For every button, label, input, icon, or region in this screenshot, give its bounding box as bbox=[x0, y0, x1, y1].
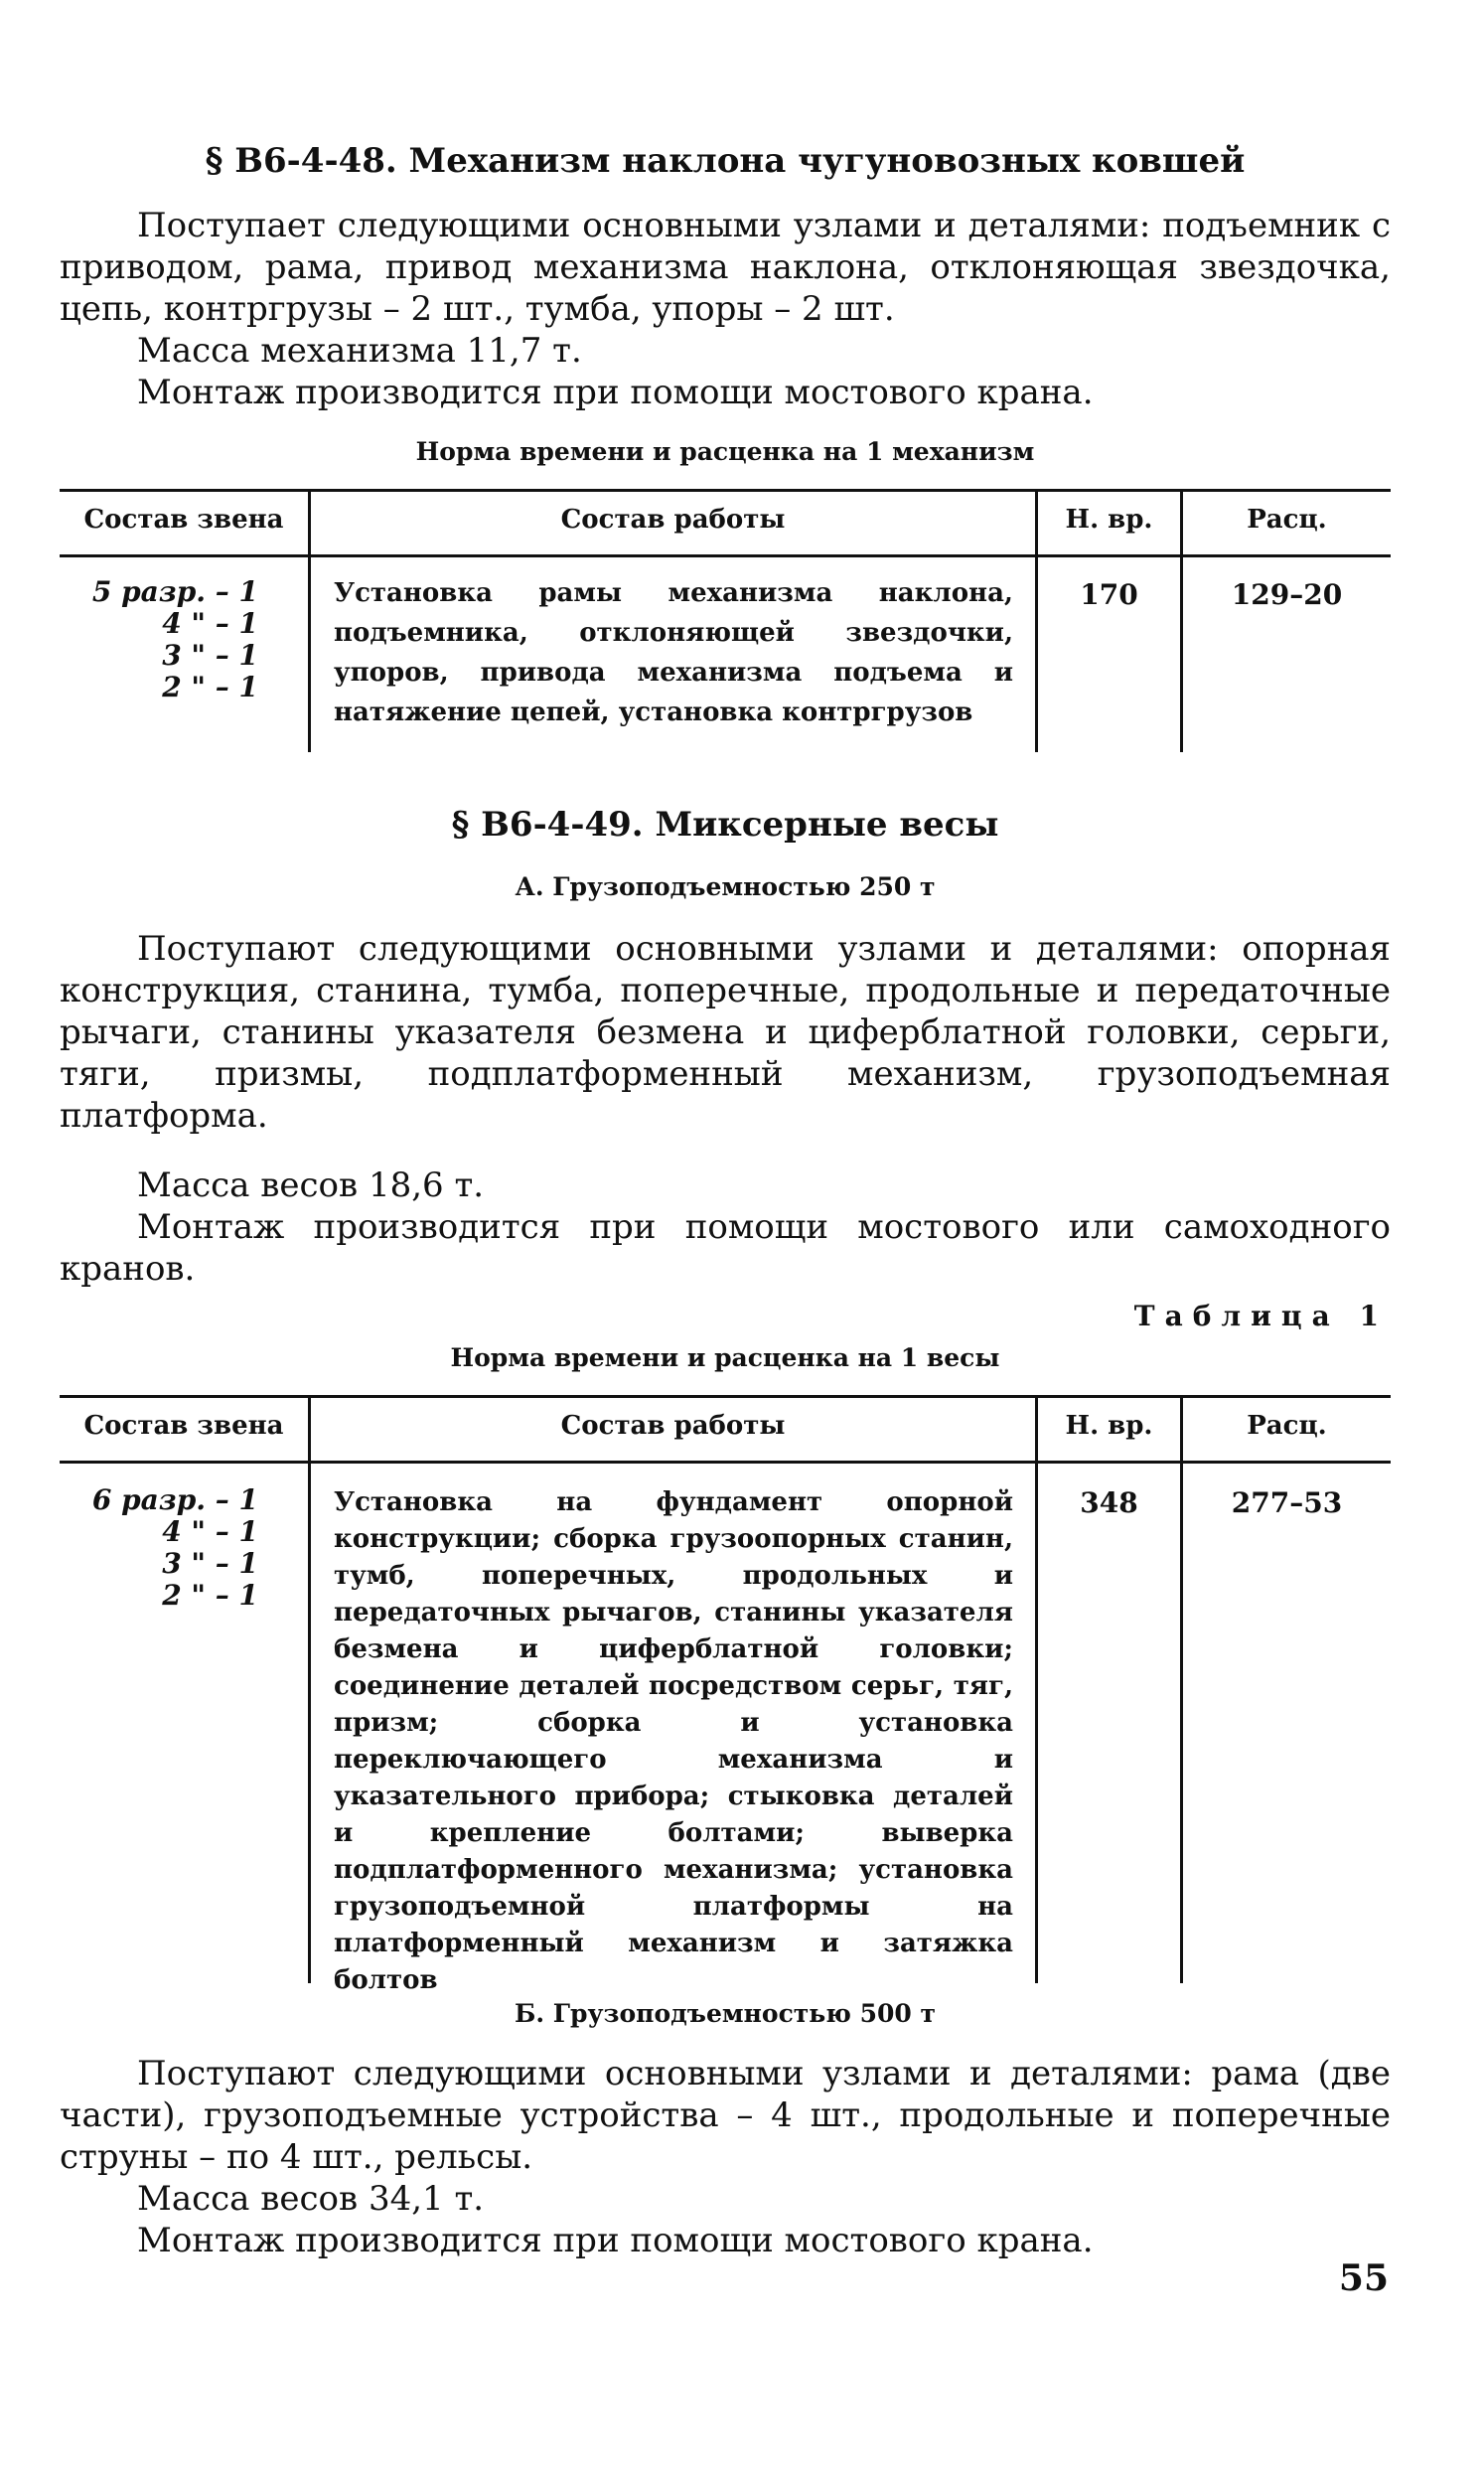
subsection-a-mass: Масса весов 18,6 т. bbox=[137, 1165, 485, 1205]
header-norm: Н. вр. bbox=[1065, 1411, 1153, 1441]
crew-item: 3 " – 1 bbox=[162, 1547, 258, 1580]
table-rule-header bbox=[60, 554, 1391, 557]
section-title-48: § В6-4-48. Механизм наклона чугуновозных ковшей bbox=[205, 141, 1246, 181]
subsection-a-intro: Поступают следующими основными узлами и деталями: опорная конструкция, станина, тумба, поперечные, продольные и передаточные рычаги, станины указателя безмена и циферблатной головки, серьги, тяги, призмы, подплатформенный механизм, грузоподъемная платформа. bbox=[60, 929, 1391, 1136]
norm-value: 348 bbox=[1080, 1486, 1138, 1519]
subsection-a-mount: Монтаж производится при помощи мостового или самоходного кранов. bbox=[60, 1207, 1391, 1289]
subsection-b-intro: Поступают следующими основными узлами и деталями: рама (две части), грузоподъемные устройства – 4 шт., продольные и поперечные струны – по 4 шт., рельсы. bbox=[60, 2054, 1391, 2177]
crew-item: 2 " – 1 bbox=[162, 1579, 258, 1612]
section-48-intro: Поступает следующими основными узлами и деталями: подъемник с приводом, рама, привод механизма наклона, отклоняющая звездочка, цепь, контргрузы – 2 шт., тумба, упоры – 2 шт. bbox=[60, 206, 1391, 329]
table-label: Таблица 1 bbox=[1133, 1300, 1389, 1332]
page-number: 55 bbox=[1338, 2257, 1389, 2299]
crew-list bbox=[79, 576, 258, 703]
subsection-a-title: А. Грузоподъемностью 250 т bbox=[515, 872, 936, 901]
table-48 bbox=[60, 489, 1391, 752]
table-column-divider bbox=[1180, 1395, 1183, 1983]
crew-item: 6 разр. – 1 bbox=[91, 1483, 258, 1516]
table-rule-header bbox=[60, 1461, 1391, 1464]
price-value: 129–20 bbox=[1231, 578, 1343, 611]
crew-list bbox=[79, 1484, 258, 1612]
section-title-49: § В6-4-49. Миксерные весы bbox=[451, 805, 999, 845]
header-price: Расц. bbox=[1247, 1411, 1327, 1441]
table-column-divider bbox=[1035, 1395, 1038, 1983]
header-work: Состав работы bbox=[560, 505, 786, 535]
table-column-divider bbox=[308, 1395, 311, 1983]
table-rule-top bbox=[60, 489, 1391, 492]
crew-item: 5 разр. – 1 bbox=[91, 575, 258, 608]
crew-item: 4 " – 1 bbox=[162, 607, 258, 640]
work-description: Установка на фундамент опорной конструкции; сборка грузоопорных станин, тумб, поперечных, продольных и передаточных рычагов, станины указателя безмена и циферблатной головки; соединение деталей посредством серьг, тяг, призм; сборка и установка переключающего механизма и указательного прибора; стыковка деталей и крепление болтами; выверка подплатформенного механизма; установка грузоподъемной платформы на платформенный механизм и затяжка болтов bbox=[334, 1487, 1013, 1995]
norm-value: 170 bbox=[1080, 578, 1138, 611]
header-price: Расц. bbox=[1247, 505, 1327, 535]
subsection-b-mount: Монтаж производится при помощи мостового крана. bbox=[137, 2221, 1094, 2260]
table-rule-top bbox=[60, 1395, 1391, 1398]
price-value: 277–53 bbox=[1231, 1486, 1343, 1519]
crew-item: 4 " – 1 bbox=[162, 1515, 258, 1548]
header-norm: Н. вр. bbox=[1065, 505, 1153, 535]
crew-item: 2 " – 1 bbox=[162, 671, 258, 703]
work-description: Установка рамы механизма наклона, подъемника, отклоняющей звездочки, упоров, привода механизма подъема и натяжение цепей, установка контргрузов bbox=[334, 578, 1013, 727]
section-48-mount: Монтаж производится при помощи мостового крана. bbox=[137, 373, 1094, 412]
header-work: Состав работы bbox=[560, 1411, 786, 1441]
table-48-caption: Норма времени и расценка на 1 механизм bbox=[415, 437, 1035, 466]
subsection-b-title: Б. Грузоподъемностью 500 т bbox=[515, 1999, 936, 2028]
crew-item: 3 " – 1 bbox=[162, 639, 258, 672]
subsection-b-mass: Масса весов 34,1 т. bbox=[137, 2179, 485, 2219]
header-crew: Состав звена bbox=[83, 1411, 284, 1441]
section-48-mass: Масса механизма 11,7 т. bbox=[137, 331, 582, 371]
table-49-caption: Норма времени и расценка на 1 весы bbox=[450, 1343, 1000, 1372]
table-49 bbox=[60, 1395, 1391, 1995]
header-crew: Состав звена bbox=[83, 505, 284, 535]
